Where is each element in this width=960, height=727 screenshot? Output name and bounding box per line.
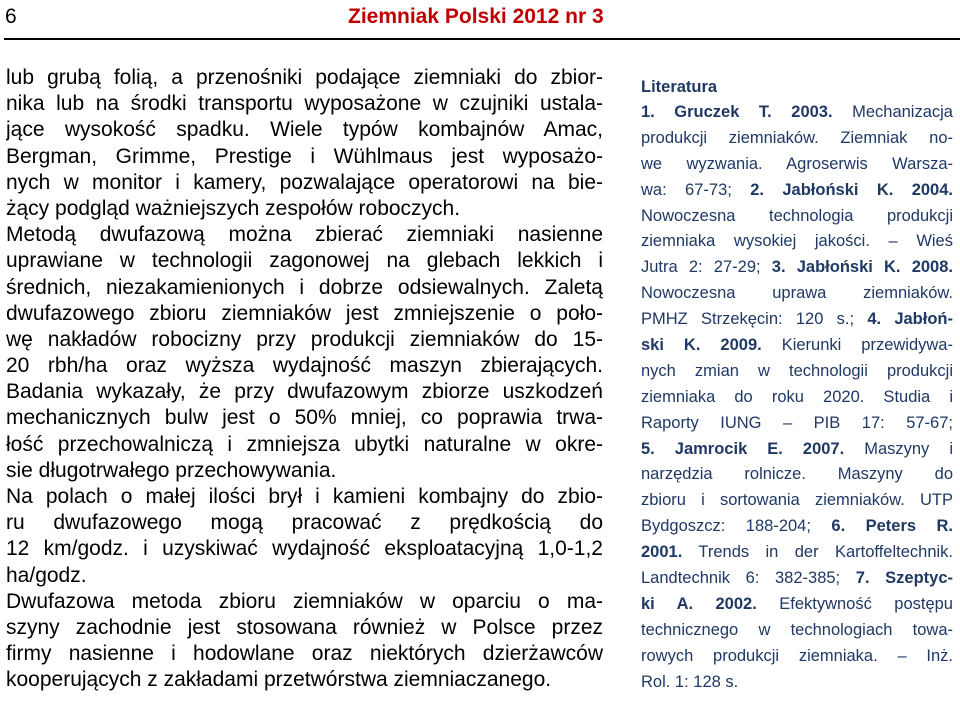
text-line: Badania wykazały, że przy dwufazowym zbiorze uszkodzeń — [6, 380, 603, 404]
text-line: nika lub na środki transportu wyposażone w czujniki ustala- — [6, 92, 603, 116]
reference-text: Rol. 1: 128 s. — [641, 672, 739, 691]
text-line: wę nakładów robocizny przy produkcji ziemniaków do 15- — [6, 327, 603, 351]
text-line: nych w monitor i kamery, pozwalające operatorowi na bie- — [6, 170, 603, 194]
reference-line — [641, 488, 953, 514]
reference-text: technicznego w technologiach towa- — [641, 620, 953, 639]
text-line: średnich, niezakamienionych i dobrze odsiewalnych. Zaletą — [6, 275, 603, 299]
reference-line — [641, 359, 953, 385]
journal-title: Ziemniak Polski 2012 nr 3 — [348, 5, 604, 28]
reference-text: wa: 67-73; — [641, 180, 751, 199]
reference-text: ziemniaka do roku 2020. Studia i — [641, 387, 953, 406]
text-line: Metodą dwufazową można zbierać ziemniaki nasienne — [6, 223, 603, 247]
text-line: 20 rbh/ha oraz wyższa wydajność maszyn zbierających. — [6, 354, 603, 378]
reference-text: Raporty IUNG – PIB 17: 57-67; — [641, 413, 953, 432]
reference-line — [641, 670, 953, 696]
reference-line — [641, 644, 953, 670]
reference-text: narzędzia rolnicze. Maszyny do — [641, 465, 953, 484]
reference-line — [641, 100, 953, 126]
reference-text: rowych produkcji ziemniaka. – Inż. — [641, 646, 953, 665]
reference-text: Maszyny i — [844, 439, 953, 458]
reference-text: Mechanizacja — [832, 103, 953, 121]
reference-text: Bydgoszcz: 188-204; — [641, 517, 832, 536]
reference-author: 7. Szeptyc- — [855, 569, 953, 588]
reference-text: Nowoczesna technologia produkcji — [641, 206, 953, 225]
reference-text: nych zmian w technologii produkcji — [641, 361, 953, 380]
reference-line — [641, 204, 953, 230]
literature-column — [641, 74, 953, 695]
reference-text: ziemniaka wysokiej jakości. – Wieś — [641, 232, 953, 251]
reference-text: Kierunki przewidywa- — [761, 336, 953, 355]
reference-author: 3. Jabłoński K. 2008. — [771, 258, 953, 277]
reference-author: 2. Jabłoński K. 2004. — [750, 180, 953, 199]
reference-line — [641, 514, 953, 540]
reference-line — [641, 255, 953, 281]
reference-line — [641, 566, 953, 592]
reference-text: produkcji ziemniaków. Ziemniak no- — [641, 128, 953, 147]
reference-author: 2001. — [641, 543, 683, 562]
reference-line — [641, 437, 953, 463]
text-line: uprawiane w technologii zagonowej na glebach lekkich i — [6, 249, 603, 273]
reference-author: ski K. 2009. — [641, 336, 762, 355]
reference-text: Efektywność postępu — [756, 594, 953, 613]
page-number: 6 — [5, 5, 17, 28]
reference-text: Jutra 2: 27-29; — [641, 258, 772, 277]
reference-line — [641, 462, 953, 488]
reference-line — [641, 333, 953, 359]
text-line: 12 km/godz. i uzyskiwać wydajność eksploatacyjną 1,0-1,2 — [6, 537, 603, 561]
reference-author: 4. Jabłoń- — [867, 310, 953, 329]
text-line: łość przechowalniczą i zmniejsza ubytki naturalne w okre- — [6, 432, 603, 456]
main-text-column — [6, 65, 603, 694]
text-line: Na polach o małej ilości brył i kamieni kombajny do zbio- — [6, 485, 603, 508]
text-line: jące wysokość spadku. Wiele typów kombajnów Amac, — [6, 118, 603, 142]
reference-line — [641, 281, 953, 307]
reference-text: we wyzwania. Agroserwis Warsza- — [641, 154, 953, 173]
reference-author: ki A. 2002. — [641, 594, 757, 613]
text-line: ru dwufazowego mogą pracować z prędkością do — [6, 511, 603, 535]
reference-text: Trends in der Kartoffeltechnik. — [682, 543, 953, 562]
reference-line — [641, 152, 953, 178]
text-line: Dwufazowa metoda zbioru ziemniaków w oparciu o ma- — [6, 589, 603, 613]
reference-author: 6. Peters R. — [831, 517, 953, 536]
text-line: ha/godz. — [6, 563, 87, 587]
text-line: firmy nasienne i hodowlane oraz niektórych dzierżawców — [6, 642, 603, 666]
reference-author: 5. Jamrocik E. 2007. — [641, 439, 845, 458]
reference-line — [641, 540, 953, 566]
text-line: kooperujących z zakładami przetwórstwa ziemniaczanego. — [6, 668, 552, 692]
reference-line — [641, 229, 953, 255]
reference-text: Landtechnik 6: 382-385; — [641, 569, 856, 588]
reference-line — [641, 385, 953, 411]
reference-line — [641, 126, 953, 152]
reference-text: PMHZ Strzekęcin: 120 s.; — [641, 310, 868, 329]
literature-heading: Literatura — [641, 78, 718, 96]
text-line: dwufazowego zbioru ziemniaków jest zmniejszenie o poło- — [6, 301, 603, 325]
text-line: szyny zachodnie jest stosowana również w Polsce przez — [6, 615, 603, 639]
header-divider — [4, 38, 960, 40]
text-line: żący podgląd ważniejszych zespołów roboczych. — [6, 196, 461, 220]
literature-list — [641, 100, 953, 695]
reference-author: 1. Gruczek T. 2003. — [641, 103, 833, 121]
reference-line — [641, 592, 953, 618]
text-line: sie długotrwałego przechowywania. — [6, 458, 337, 482]
text-line: mechanicznych bulw jest o 50% mniej, co poprawia trwa- — [6, 406, 603, 430]
reference-line — [641, 178, 953, 204]
reference-line — [641, 307, 953, 333]
reference-text: Nowoczesna uprawa ziemniaków. — [641, 284, 953, 303]
page-header — [0, 0, 960, 46]
reference-text: zbioru i sortowania ziemniaków. UTP — [641, 491, 953, 510]
reference-line — [641, 618, 953, 644]
text-line: Bergman, Grimme, Prestige i Wühlmaus jest wyposażo- — [6, 144, 603, 168]
text-line: lub grubą folią, a przenośniki podające ziemniaki do zbior- — [6, 66, 603, 89]
reference-line — [641, 411, 953, 437]
